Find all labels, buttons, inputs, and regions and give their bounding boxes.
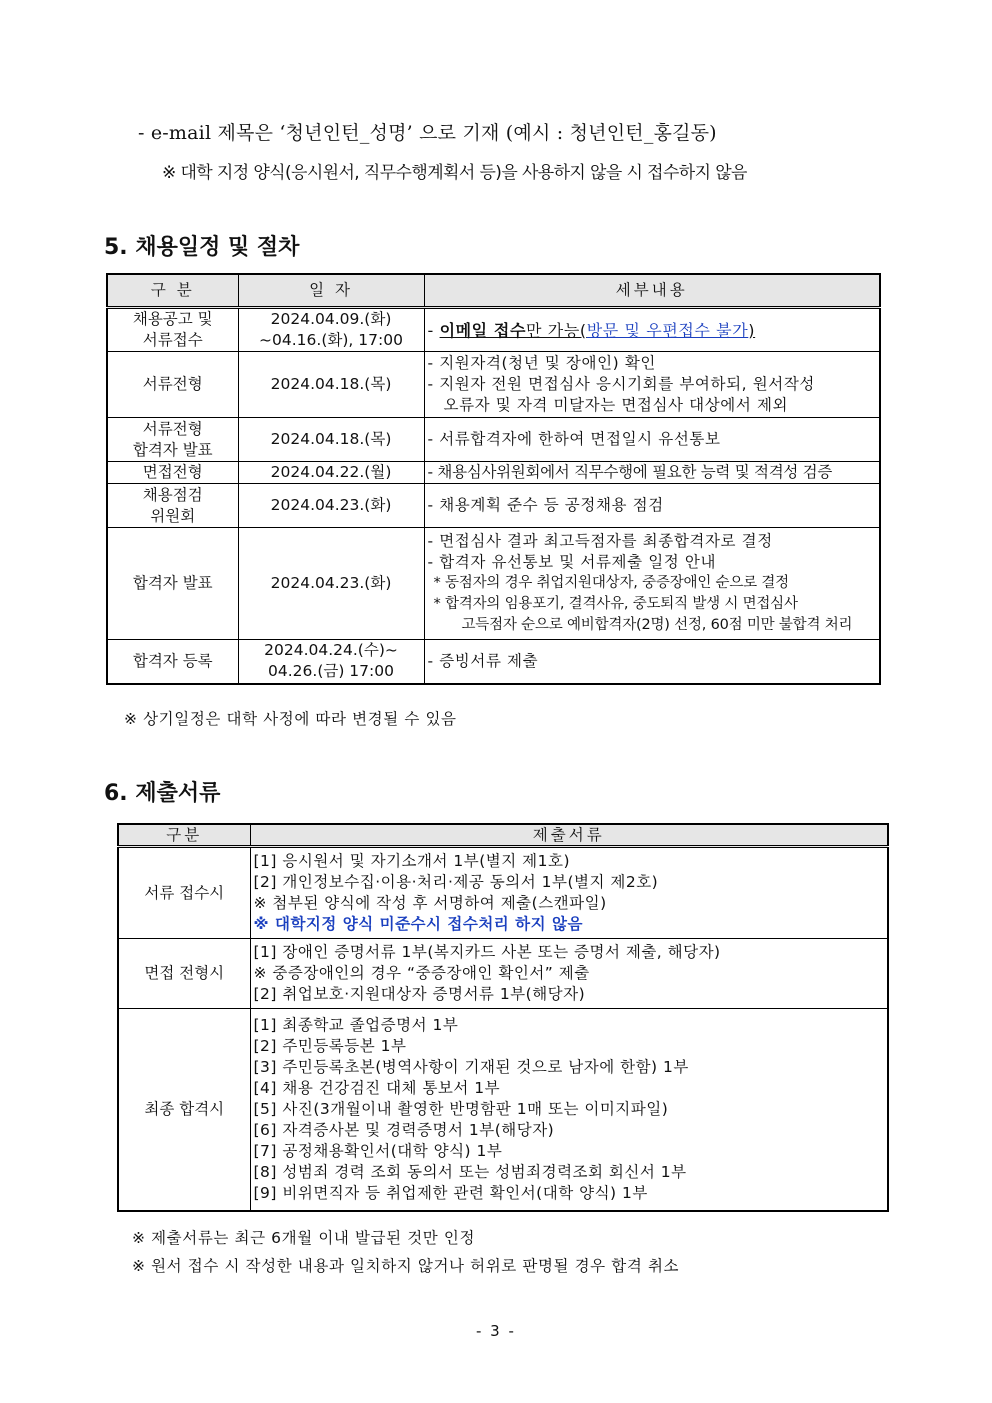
form-noncompliance-warning: ※ 대학지정 양식 미준수시 접수처리 하지 않음	[253, 915, 583, 933]
section-6-title: 6. 제출서류	[104, 781, 221, 806]
documents-table	[117, 823, 889, 1212]
documents-row	[118, 847, 888, 939]
schedule-row	[107, 462, 880, 484]
schedule-row	[107, 484, 880, 528]
schedule-row	[107, 528, 880, 640]
row-items: [1] 장애인 증명서류 1부(복지카드 사본 또는 증명서 제출, 해당자) ※ 중증장애인의 경우 “중증장애인 확인서” 제출 [2] 취업보호·지원대상자 증명서류 1부(해당자)	[250, 939, 888, 1009]
email-subject-instruction: - e-mail 제목은 ‘청년인턴_성명’ 으로 기재 (예시 : 청년인턴_홍길동)	[138, 122, 717, 144]
schedule-row	[107, 352, 880, 418]
row-category: 면접 전형시	[118, 939, 250, 1009]
row-date: 2024.04.23.(화)	[238, 484, 424, 528]
row-date: 2024.04.23.(화)	[238, 528, 424, 640]
schedule-row	[107, 418, 880, 462]
row-category: 서류전형 합격자 발표	[107, 418, 238, 462]
row-detail: - 지원자격(청년 및 장애인) 확인 - 지원자 전원 면접심사 응시기회를 부여하되, 원서작성 오류자 및 자격 미달자는 면접심사 대상에서 제외	[424, 352, 880, 418]
page-number: - 3 -	[476, 1322, 516, 1340]
row-detail: - 증빙서류 제출	[424, 640, 880, 684]
section-5-title: 5. 채용일정 및 절차	[104, 235, 300, 260]
header-category: 구 분	[107, 274, 238, 308]
row-items: [1] 응시원서 및 자기소개서 1부(별지 제1호) [2] 개인정보수집·이용·처리·제공 동의서 1부(별지 제2호) ※ 첨부된 양식에 작성 후 서명하여 제출(스캔파일) ※ 대학지정 양식 미준수시 접수처리 하지 않음	[250, 847, 888, 939]
row-category: 면접전형	[107, 462, 238, 484]
documents-validity-note: ※ 제출서류는 최근 6개월 이내 발급된 것만 인정	[132, 1229, 476, 1247]
header-detail: 세부내용	[424, 274, 880, 308]
schedule-row	[107, 308, 880, 352]
documents-row	[118, 939, 888, 1009]
row-detail: - 면접심사 결과 최고득점자를 최종합격자로 결정 - 합격자 유선통보 및 서류제출 일정 안내 * 동점자의 경우 취업지원대상자, 중증장애인 순으로 결정 * 합격자의 임용포기, 결격사유, 중도퇴직 발생 시 면접심사 고득점자 순으로 예비합격자(2명) 선정, 60점 미만 불합격 처리	[424, 528, 880, 640]
header-date: 일 자	[238, 274, 424, 308]
documents-row	[118, 1009, 888, 1211]
row-detail: - 채용계획 준수 등 공정채용 점검	[424, 484, 880, 528]
row-date: 2024.04.09.(화) ~04.16.(화), 17:00	[238, 308, 424, 352]
no-visit-mail-text: 방문 및 우편접수 불가	[586, 320, 749, 340]
schedule-change-note: ※ 상기일정은 대학 사정에 따라 변경될 수 있음	[124, 710, 457, 728]
schedule-table	[106, 273, 881, 685]
row-category: 서류 접수시	[118, 847, 250, 939]
false-info-cancellation-note: ※ 원서 접수 시 작성한 내용과 일치하지 않거나 허위로 판명될 경우 합격 취소	[132, 1257, 680, 1275]
form-requirement-note: ※ 대학 지정 양식(응시원서, 직무수행계획서 등)을 사용하지 않을 시 접수하지 않음	[162, 163, 747, 183]
row-date: 2024.04.18.(목)	[238, 352, 424, 418]
row-category: 합격자 등록	[107, 640, 238, 684]
row-category: 서류전형	[107, 352, 238, 418]
row-date: 2024.04.18.(목)	[238, 418, 424, 462]
header-category: 구분	[118, 824, 250, 847]
row-category: 채용공고 및 서류접수	[107, 308, 238, 352]
row-date: 2024.04.24.(수)~ 04.26.(금) 17:00	[238, 640, 424, 684]
row-items: [1] 최종학교 졸업증명서 1부 [2] 주민등록등본 1부 [3] 주민등록초본(병역사항이 기재된 것으로 남자에 한함) 1부 [4] 채용 건강검진 대체 통보서 1부 [5] 사진(3개월이내 촬영한 반명함판 1매 또는 이미지파일) [6] 자격증사본 및 경력증명서 1부(해당자) [7] 공정채용확인서(대학 양식) 1부 [8] 성범죄 경력 조회 동의서 또는 성범죄경력조회 회신서 1부 [9] 비위면직자 등 취업제한 관련 확인서(대학 양식) 1부	[250, 1009, 888, 1211]
documents-table-header	[118, 824, 888, 847]
row-category: 최종 합격시	[118, 1009, 250, 1211]
email-only-text: 이메일 접수	[439, 320, 527, 340]
row-category: 채용점검 위원회	[107, 484, 238, 528]
row-detail: - 서류합격자에 한하여 면접일시 유선통보	[424, 418, 880, 462]
header-documents: 제출서류	[250, 824, 888, 847]
row-category: 합격자 발표	[107, 528, 238, 640]
row-detail: - 채용심사위원회에서 직무수행에 필요한 능력 및 적격성 검증	[424, 462, 880, 484]
row-detail: - 이메일 접수만 가능(방문 및 우편접수 불가)	[424, 308, 880, 352]
row-date: 2024.04.22.(월)	[238, 462, 424, 484]
schedule-table-header	[107, 274, 880, 308]
schedule-row	[107, 640, 880, 684]
